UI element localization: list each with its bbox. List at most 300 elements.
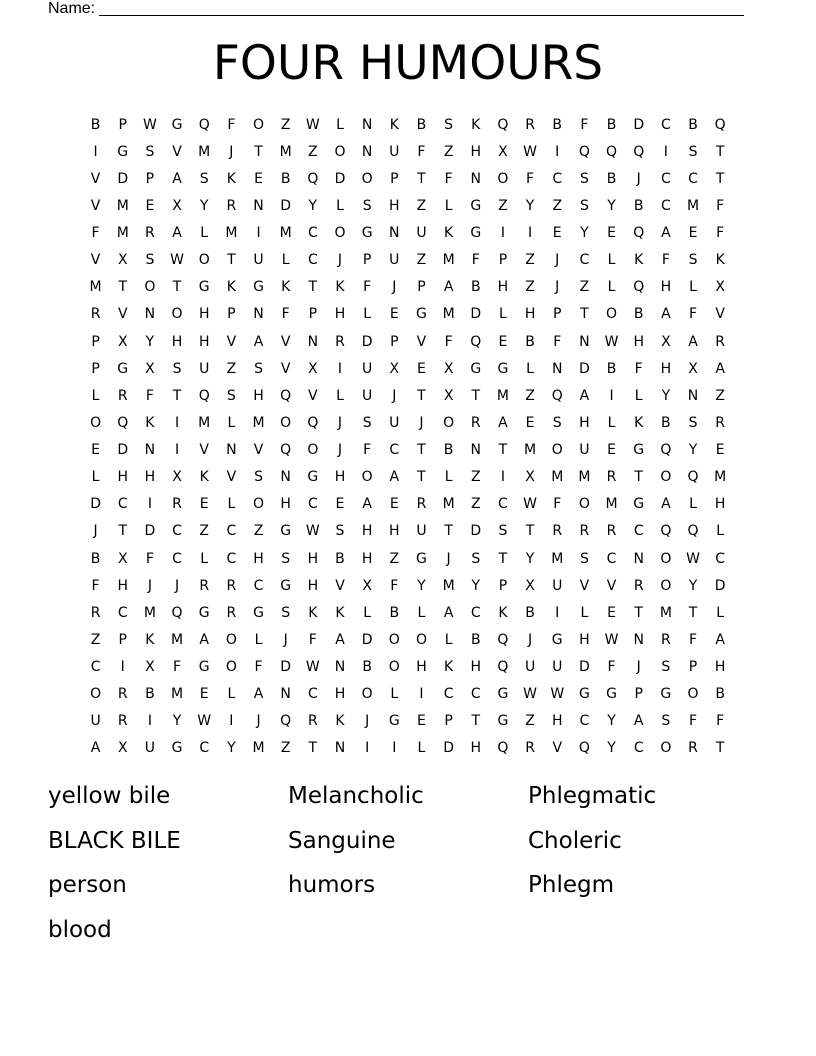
grid-letter: B xyxy=(606,116,617,133)
grid-letter: L xyxy=(336,116,344,133)
grid-letter: H xyxy=(253,387,264,404)
grid-letter: F xyxy=(580,116,589,133)
grid-letter: H xyxy=(633,333,644,350)
grid-letter: J xyxy=(392,279,397,296)
grid-letter: U xyxy=(579,442,590,459)
grid-letter: D xyxy=(579,360,590,377)
grid-letter: J xyxy=(419,414,424,431)
grid-letter: T xyxy=(308,279,318,296)
grid-letter: U xyxy=(389,414,400,431)
grid-letter: I xyxy=(500,469,505,486)
grid-letter: W xyxy=(170,252,184,269)
grid-letter: X xyxy=(498,143,508,160)
grid-letter: R xyxy=(633,577,644,594)
grid-letter: C xyxy=(660,116,671,133)
grid-letter: D xyxy=(90,496,101,513)
grid-letter: B xyxy=(606,170,617,187)
name-field[interactable] xyxy=(48,0,744,20)
grid-letter: C xyxy=(443,686,454,703)
grid-letter: M xyxy=(605,496,618,513)
grid-letter: G xyxy=(280,577,292,594)
grid-letter: S xyxy=(335,523,345,540)
grid-letter: F xyxy=(688,713,698,730)
grid-letter: S xyxy=(226,387,236,404)
grid-letter: L xyxy=(689,279,697,296)
grid-letter: I xyxy=(337,360,343,377)
grid-letter: F xyxy=(254,659,263,676)
grid-letter: S xyxy=(281,604,291,621)
grid-letter: G xyxy=(633,442,645,459)
grid-letter: O xyxy=(307,442,319,459)
grid-letter: G xyxy=(470,225,482,242)
grid-letter: A xyxy=(172,170,182,187)
grid-letter: M xyxy=(442,306,455,323)
grid-letter: G xyxy=(551,631,563,648)
grid-letter: O xyxy=(551,442,563,459)
word-list-item: Choleric xyxy=(528,827,622,854)
grid-letter: H xyxy=(497,279,509,296)
grid-letter: U xyxy=(144,740,156,757)
word-list-item: Melancholic xyxy=(288,783,424,809)
grid-letter: E xyxy=(498,333,508,350)
grid-letter: C xyxy=(470,604,481,621)
grid-letter: L xyxy=(200,550,209,567)
grid-letter: K xyxy=(389,116,399,133)
grid-letter: W xyxy=(550,686,565,703)
grid-letter: G xyxy=(497,686,509,703)
grid-letter: O xyxy=(171,306,183,323)
page-title: FOUR HUMOURS xyxy=(212,36,604,91)
grid-letter: H xyxy=(524,306,536,323)
grid-letter: G xyxy=(361,225,373,242)
grid-letter: X xyxy=(117,333,128,350)
grid-letter: L xyxy=(200,225,209,242)
grid-letter: F xyxy=(553,496,562,513)
grid-letter: C xyxy=(307,686,318,703)
grid-letter: K xyxy=(471,116,481,133)
grid-letter: R xyxy=(172,496,182,513)
grid-letter: D xyxy=(714,577,726,594)
grid-letter: O xyxy=(90,686,102,703)
grid-letter: N xyxy=(334,740,346,757)
grid-letter: R xyxy=(226,604,237,621)
grid-letter: P xyxy=(553,306,562,323)
grid-letter: V xyxy=(253,442,264,459)
grid-letter: X xyxy=(145,360,155,377)
grid-letter: W xyxy=(604,631,619,648)
grid-letter: Q xyxy=(307,170,319,187)
grid-letter: V xyxy=(280,333,291,350)
grid-letter: R xyxy=(606,469,617,486)
grid-letter: C xyxy=(226,550,237,567)
grid-letter: T xyxy=(172,279,182,296)
grid-letter: M xyxy=(198,414,211,431)
grid-letter: J xyxy=(337,252,343,269)
grid-letter: I xyxy=(609,387,614,404)
grid-letter: C xyxy=(117,604,128,621)
grid-letter: L xyxy=(607,414,616,431)
grid-letter: M xyxy=(252,414,265,431)
grid-letter: B xyxy=(715,686,725,703)
grid-letter: D xyxy=(117,442,129,459)
grid-letter: F xyxy=(661,252,670,269)
grid-letter: F xyxy=(607,659,616,676)
grid-letter: V xyxy=(606,577,617,594)
name-label: Name: xyxy=(48,0,96,17)
grid-letter: H xyxy=(579,631,590,648)
grid-letter: O xyxy=(334,225,346,242)
grid-letter: A xyxy=(661,306,671,323)
grid-letter: G xyxy=(198,279,210,296)
grid-letter: K xyxy=(444,659,454,676)
grid-letter: J xyxy=(555,279,560,296)
grid-letter: G xyxy=(253,279,264,296)
grid-letter: N xyxy=(470,442,481,459)
grid-letter: R xyxy=(226,197,237,214)
grid-letter: H xyxy=(579,414,590,431)
grid-letter: Q xyxy=(497,631,509,648)
grid-letter: A xyxy=(199,631,209,648)
grid-letter: X xyxy=(443,387,454,404)
grid-letter: K xyxy=(715,252,725,269)
grid-letter: P xyxy=(118,116,127,133)
grid-letter: F xyxy=(363,279,372,296)
grid-letter: I xyxy=(229,713,234,730)
grid-letter: B xyxy=(688,116,698,133)
grid-letter: V xyxy=(90,252,101,269)
grid-letter: E xyxy=(688,225,698,242)
grid-letter: O xyxy=(253,116,265,133)
grid-letter: W xyxy=(523,143,537,160)
grid-letter: I xyxy=(174,442,180,459)
grid-letter: A xyxy=(715,360,725,377)
grid-letter: C xyxy=(715,550,726,567)
grid-letter: E xyxy=(715,442,725,459)
grid-letter: C xyxy=(307,225,318,242)
grid-letter: E xyxy=(552,225,562,242)
grid-letter: C xyxy=(579,252,590,269)
grid-letter: M xyxy=(442,496,455,513)
grid-letter: M xyxy=(116,197,129,214)
grid-letter: G xyxy=(497,360,509,377)
grid-letter: J xyxy=(174,577,180,594)
grid-letter: O xyxy=(280,414,292,431)
grid-letter: T xyxy=(634,604,643,621)
word-list-item: Phlegmatic xyxy=(528,783,657,809)
grid-letter: Q xyxy=(497,740,509,757)
grid-letter: S xyxy=(444,116,454,133)
grid-letter: L xyxy=(363,306,372,323)
grid-letter: L xyxy=(417,740,426,757)
grid-letter: G xyxy=(307,469,319,486)
grid-letter: N xyxy=(551,360,563,377)
grid-letter: O xyxy=(334,143,346,160)
grid-letter: P xyxy=(390,170,399,187)
grid-letter: R xyxy=(660,631,671,648)
grid-letter: O xyxy=(578,496,590,513)
grid-letter: B xyxy=(633,306,644,323)
grid-letter: H xyxy=(334,686,346,703)
grid-letter: X xyxy=(661,333,671,350)
grid-letter: K xyxy=(634,414,644,431)
grid-letter: A xyxy=(661,225,671,242)
grid-letter: Q xyxy=(633,279,645,296)
grid-letter: J xyxy=(337,442,343,459)
grid-letter: S xyxy=(281,550,291,567)
grid-letter: B xyxy=(335,550,345,567)
grid-letter: Z xyxy=(579,279,590,296)
grid-letter: B xyxy=(525,333,535,350)
grid-letter: F xyxy=(444,170,453,187)
grid-letter: Z xyxy=(470,469,481,486)
grid-letter: Y xyxy=(199,197,209,214)
grid-letter: T xyxy=(715,740,725,757)
grid-letter: N xyxy=(361,143,373,160)
grid-letter: E xyxy=(389,496,399,513)
grid-letter: K xyxy=(281,279,291,296)
grid-letter: R xyxy=(145,225,155,242)
grid-letter: Y xyxy=(145,333,155,350)
grid-letter: Z xyxy=(253,523,264,540)
grid-letter: W xyxy=(305,116,320,133)
grid-letter: M xyxy=(225,225,238,242)
grid-letter: A xyxy=(172,225,182,242)
grid-letter: O xyxy=(198,252,210,269)
grid-letter: E xyxy=(145,197,155,214)
grid-letter: A xyxy=(715,631,725,648)
grid-letter: Y xyxy=(688,442,698,459)
grid-letter: V xyxy=(416,333,427,350)
grid-letter: D xyxy=(443,740,454,757)
grid-letter: G xyxy=(416,550,427,567)
grid-letter: M xyxy=(442,577,455,594)
grid-letter: H xyxy=(253,550,264,567)
grid-letter: F xyxy=(173,659,182,676)
grid-letter: Y xyxy=(417,577,426,594)
grid-letter: E xyxy=(525,414,535,431)
grid-letter: S xyxy=(661,713,671,730)
grid-letter: H xyxy=(361,523,373,540)
grid-letter: R xyxy=(715,333,726,350)
grid-letter: U xyxy=(199,360,210,377)
grid-letter: G xyxy=(497,713,509,730)
grid-letter: Q xyxy=(171,604,183,621)
grid-letter: P xyxy=(227,306,236,323)
grid-letter: C xyxy=(552,170,563,187)
grid-letter: K xyxy=(226,279,236,296)
grid-letter: I xyxy=(528,225,533,242)
grid-letter: Q xyxy=(497,659,509,676)
grid-letter: Q xyxy=(687,523,699,540)
grid-letter: X xyxy=(443,360,454,377)
letter-grid xyxy=(82,111,734,762)
grid-letter: F xyxy=(444,333,453,350)
grid-letter: X xyxy=(117,252,128,269)
grid-letter: Z xyxy=(525,279,535,296)
grid-letter: L xyxy=(634,387,643,404)
grid-letter: W xyxy=(305,659,320,676)
grid-letter: T xyxy=(715,143,725,160)
grid-letter: A xyxy=(579,387,590,404)
grid-letter: E xyxy=(607,604,616,621)
grid-letter: O xyxy=(225,659,237,676)
name-underline[interactable] xyxy=(99,0,744,16)
grid-letter: L xyxy=(91,387,100,404)
grid-letter: H xyxy=(714,496,726,513)
grid-letter: P xyxy=(444,713,453,730)
grid-letter: C xyxy=(307,496,318,513)
grid-letter: C xyxy=(633,523,644,540)
grid-letter: U xyxy=(362,360,373,377)
grid-letter: G xyxy=(606,686,617,703)
word-list-item: blood xyxy=(48,916,112,943)
grid-letter: G xyxy=(280,523,292,540)
grid-letter: T xyxy=(580,306,589,323)
grid-letter: Q xyxy=(633,143,645,160)
grid-letter: C xyxy=(606,550,617,567)
grid-letter: Q xyxy=(551,387,563,404)
grid-letter: K xyxy=(226,170,236,187)
grid-letter: C xyxy=(470,686,481,703)
grid-letter: T xyxy=(118,523,128,540)
grid-letter: Z xyxy=(280,740,291,757)
grid-letter: U xyxy=(416,523,427,540)
grid-letter: Q xyxy=(606,143,618,160)
grid-letter: S xyxy=(661,659,671,676)
grid-letter: Q xyxy=(578,143,590,160)
grid-letter: T xyxy=(715,170,725,187)
grid-letter: V xyxy=(552,740,563,757)
grid-letter: A xyxy=(633,713,644,730)
grid-letter: C xyxy=(660,170,671,187)
grid-letter: I xyxy=(256,225,261,242)
grid-letter: K xyxy=(308,604,318,621)
grid-letter: B xyxy=(470,279,481,296)
grid-letter: S xyxy=(552,414,562,431)
grid-letter: S xyxy=(471,550,481,567)
word-list-item: Phlegm xyxy=(528,872,614,898)
grid-letter: U xyxy=(552,577,563,594)
grid-letter: P xyxy=(498,252,508,269)
word-list-item: humors xyxy=(288,872,376,898)
grid-letter: G xyxy=(416,306,427,323)
grid-letter: G xyxy=(470,197,482,214)
grid-letter: K xyxy=(498,604,508,621)
grid-letter: A xyxy=(253,686,264,703)
grid-letter: S xyxy=(172,360,182,377)
grid-letter: C xyxy=(498,496,508,513)
grid-letter: I xyxy=(500,225,505,242)
grid-letter: F xyxy=(634,360,643,377)
grid-letter: L xyxy=(580,604,589,621)
grid-letter: N xyxy=(687,387,699,404)
grid-letter: J xyxy=(392,387,397,404)
grid-letter: H xyxy=(470,143,482,160)
word-list-item: BLACK BILE xyxy=(48,827,181,854)
grid-letter: V xyxy=(579,577,590,594)
grid-letter: D xyxy=(334,170,346,187)
grid-letter: N xyxy=(144,442,156,459)
grid-letter: W xyxy=(305,523,320,540)
grid-letter: U xyxy=(524,659,536,676)
grid-letter: T xyxy=(227,252,236,269)
grid-letter: M xyxy=(143,604,156,621)
grid-letter: T xyxy=(498,550,508,567)
grid-letter: V xyxy=(199,442,209,459)
grid-letter: I xyxy=(365,740,370,757)
grid-letter: Y xyxy=(661,387,671,404)
grid-letter: X xyxy=(145,659,155,676)
grid-letter: P xyxy=(417,279,426,296)
grid-letter: T xyxy=(172,387,182,404)
grid-letter: T xyxy=(417,170,426,187)
grid-letter: R xyxy=(226,577,237,594)
grid-letter: C xyxy=(172,523,182,540)
grid-letter: H xyxy=(307,550,319,567)
grid-letter: N xyxy=(253,306,264,323)
grid-letter: S xyxy=(362,197,372,214)
grid-letter: G xyxy=(171,740,183,757)
grid-letter: S xyxy=(254,469,263,486)
grid-letter: G xyxy=(198,659,210,676)
grid-letter: U xyxy=(552,659,563,676)
grid-letter: Z xyxy=(552,197,563,214)
grid-letter: L xyxy=(227,496,236,513)
grid-letter: P xyxy=(634,686,643,703)
grid-letter: Q xyxy=(198,387,210,404)
grid-letter: N xyxy=(280,469,291,486)
grid-letter: Q xyxy=(117,414,129,431)
grid-letter: D xyxy=(470,306,482,323)
grid-letter: O xyxy=(660,740,672,757)
grid-letter: B xyxy=(443,442,454,459)
grid-letter: Q xyxy=(660,523,672,540)
grid-letter: S xyxy=(362,414,372,431)
grid-letter: K xyxy=(634,252,644,269)
grid-letter: E xyxy=(607,225,616,242)
grid-letter: A xyxy=(389,469,400,486)
grid-letter: F xyxy=(227,116,236,133)
grid-letter: R xyxy=(117,713,128,730)
grid-letter: P xyxy=(688,659,698,676)
word-list-item: Sanguine xyxy=(288,827,396,854)
grid-letter: X xyxy=(389,360,400,377)
grid-letter: E xyxy=(607,442,616,459)
grid-letter: P xyxy=(390,333,399,350)
grid-letter: Y xyxy=(227,740,236,757)
grid-letter: J xyxy=(528,631,533,648)
grid-letter: O xyxy=(687,686,699,703)
grid-letter: O xyxy=(388,659,400,676)
grid-letter: E xyxy=(199,686,209,703)
grid-letter: T xyxy=(471,387,481,404)
grid-letter: W xyxy=(523,496,537,513)
grid-letter: F xyxy=(553,333,562,350)
grid-letter: O xyxy=(660,469,672,486)
grid-letter: I xyxy=(555,143,560,160)
grid-letter: R xyxy=(525,116,535,133)
grid-letter: I xyxy=(555,604,560,621)
grid-letter: T xyxy=(417,442,426,459)
grid-letter: H xyxy=(198,333,210,350)
grid-letter: J xyxy=(283,631,288,648)
grid-letter: U xyxy=(416,225,427,242)
grid-letter: F xyxy=(417,143,426,160)
grid-letter: V xyxy=(172,143,182,160)
grid-letter: Z xyxy=(416,252,427,269)
grid-letter: O xyxy=(606,306,618,323)
grid-letter: I xyxy=(663,143,668,160)
